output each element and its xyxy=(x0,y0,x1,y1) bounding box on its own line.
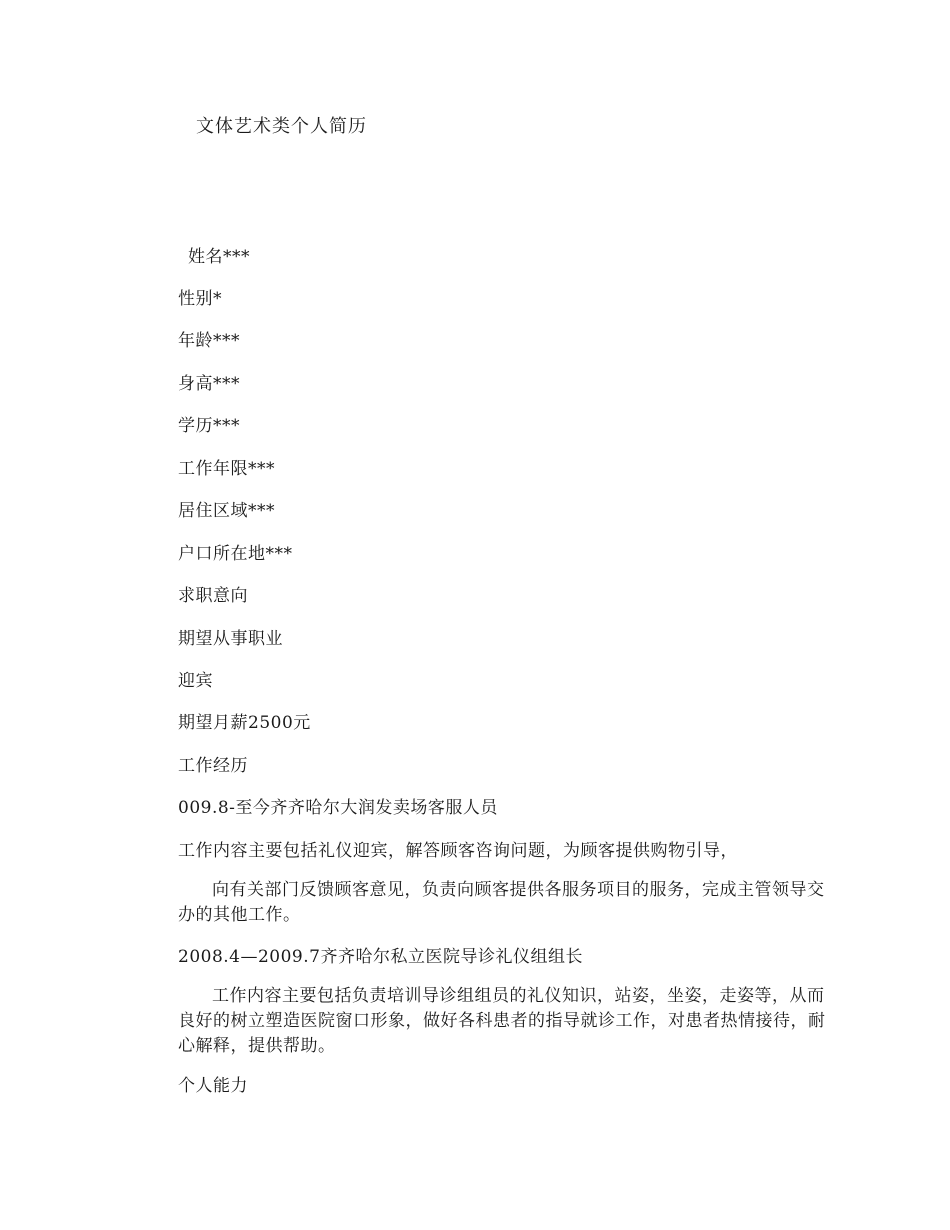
job2-desc: 工作内容主要包括负责培训导诊组组员的礼仪知识，站姿，坐姿，走姿等，从而良好的树立塑造医院窗口形象，做好各科患者的指导就诊工作，对患者热情接待，耐心解释，提供帮助。 xyxy=(178,986,826,1056)
expected-salary: 期望月薪2500元 xyxy=(178,713,311,733)
occupation-value: 迎宾 xyxy=(178,671,213,691)
field-gender: 性别* xyxy=(178,289,222,309)
document-title: 文体艺术类个人简历 xyxy=(196,116,367,137)
field-hukou: 户口所在地*** xyxy=(178,544,293,564)
field-work-years: 工作年限*** xyxy=(178,459,275,479)
intention-heading: 求职意向 xyxy=(178,586,248,606)
ability-heading: 个人能力 xyxy=(178,1076,248,1096)
job1-desc1: 工作内容主要包括礼仪迎宾，解答顾客咨询问题，为顾客提供购物引导， xyxy=(178,841,738,861)
field-name: 姓名*** xyxy=(188,247,250,267)
field-age: 年龄*** xyxy=(178,331,240,351)
field-education: 学历*** xyxy=(178,416,240,436)
job1-desc2: 向有关部门反馈顾客意见，负责向顾客提供各服务项目的服务，完成主管领导交办的其他工作。 xyxy=(178,880,825,925)
job1-title: 009.8-至今齐齐哈尔大润发卖场客服人员 xyxy=(178,798,498,818)
experience-heading: 工作经历 xyxy=(178,756,248,776)
field-height: 身高*** xyxy=(178,374,240,394)
job2-title: 2008.4—2009.7齐齐哈尔私立医院导诊礼仪组组长 xyxy=(178,947,583,967)
occupation-label: 期望从事职业 xyxy=(178,629,283,649)
field-residence: 居住区域*** xyxy=(178,501,275,521)
